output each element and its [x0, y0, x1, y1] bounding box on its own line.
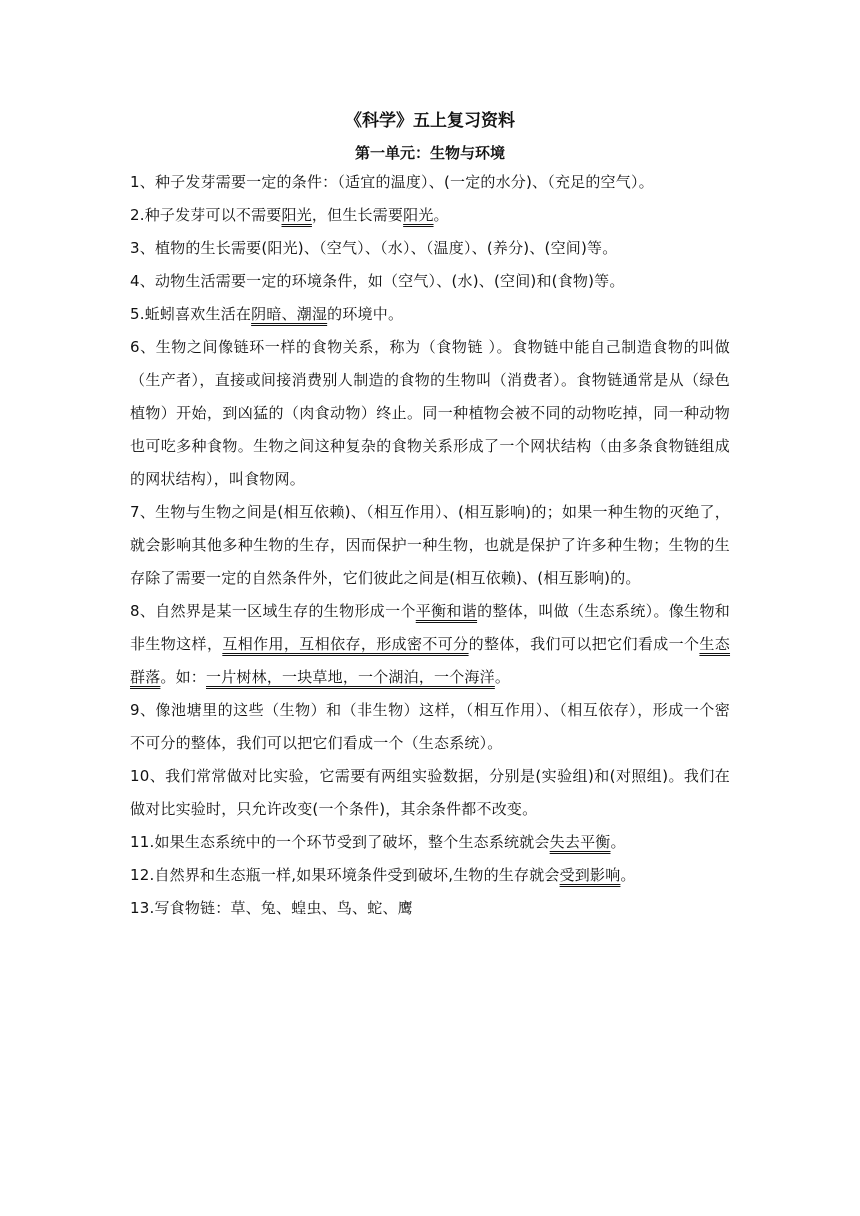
underlined-text: 失去平衡 [549, 833, 611, 851]
paragraph-text: 13.写食物链：草、兔、蝗虫、鸟、蛇、鹰 [130, 899, 413, 917]
paragraph-item [130, 265, 730, 298]
underlined-text: 一片树林，一块草地，一个湖泊，一个海洋 [206, 668, 495, 686]
paragraph-text: 3、植物的生长需要(阳光)、（空气）、（水）、（温度）、(养分)、(空间)等。 [130, 239, 618, 257]
document-body [130, 166, 730, 925]
paragraph-item [130, 199, 730, 232]
underlined-text: 阴暗、潮湿 [251, 305, 328, 323]
underlined-text: 平衡和谐 [415, 602, 478, 620]
paragraph-text: 6、生物之间像链环一样的食物关系，称为（食物链 ）。食物链中能自己制造食物的叫做（生产者），直接或间接消费别人制造的食物的生物叫（消费者）。食物链通常是从（绿色植物）开始，到凶猛的（肉食动物）终止。同一种植物会被不同的动物吃掉，同一种动物也可吃多种食物。生物之间这种复杂的食物关系形成了一个网状结构（由多条食物链组成的网状结构），叫食物网。 [130, 338, 730, 488]
document-title: 《科学》五上复习资料 [345, 111, 515, 131]
paragraph-text: 。 [433, 206, 449, 224]
paragraph-text: 4、动物生活需要一定的环境条件，如（空气）、(水)、(空间)和(食物)等。 [130, 272, 625, 290]
paragraph-item [130, 232, 730, 265]
paragraph-text: 的环境中。 [327, 305, 404, 323]
paragraph-text: 。 [610, 833, 626, 851]
paragraph-item [130, 496, 730, 595]
paragraph-text: 9、像池塘里的这些（生物）和（非生物）这样，（相互作用）、（相互依存），形成一个密不可分的整体，我们可以把它们看成一个（生态系统）。 [130, 701, 730, 752]
paragraph-text: 11.如果生态系统中的一个环节受到了破坏，整个生态系统就会 [130, 833, 550, 851]
underlined-text: 互相作用，互相依存，形成密不可分 [222, 635, 469, 653]
underlined-text: 生态群落 [130, 635, 731, 686]
paragraph-item [130, 694, 730, 760]
underlined-text: 阳光 [281, 206, 312, 224]
underlined-text: 阳光 [403, 206, 434, 224]
paragraph-text: 的整体，我们可以把它们看成一个 [468, 635, 700, 653]
paragraph-text: 。 [620, 866, 636, 884]
paragraph-item [130, 826, 730, 859]
paragraph-text: 。 [494, 668, 511, 686]
document-page [130, 108, 730, 925]
paragraph-item [130, 859, 730, 892]
paragraph-item [130, 298, 730, 331]
paragraph-text: 2.种子发芽可以不需要 [130, 206, 282, 224]
paragraph-item [130, 331, 730, 496]
paragraph-text: 12.自然界和生态瓶一样,如果环境条件受到破坏,生物的生存就会 [130, 866, 560, 884]
paragraph-item [130, 166, 730, 199]
paragraph-text: ，但生长需要 [311, 206, 404, 224]
unit-title: 第一单元：生物与环境 [354, 144, 505, 162]
paragraph-item [130, 595, 730, 694]
paragraph-text: 1、种子发芽需要一定的条件：（适宜的温度）、(一定的水分)、（充足的空气）。 [130, 173, 654, 191]
paragraph-text: 10、我们常常做对比实验，它需要有两组实验数据，分别是(实验组)和(对照组)。我们在做对比实验时，只允许改变(一个条件)，其余条件都不改变。 [130, 767, 730, 818]
paragraph-item [130, 760, 730, 826]
paragraph-text: 的整体，叫做（生态系统）。像生物和非生物这样， [130, 602, 730, 653]
underlined-text: 受到影响 [559, 866, 621, 884]
paragraph-text: 。如： [160, 668, 207, 686]
paragraph-item [130, 892, 730, 925]
paragraph-text: 5.蚯蚓喜欢生活在 [130, 305, 252, 323]
paragraph-text: 8、自然界是某一区域生存的生物形成一个 [130, 602, 416, 620]
paragraph-text: 7、生物与生物之间是(相互依赖)、（相互作用）、(相互影响)的；如果一种生物的灭绝了，就会影响其他多种生物的生存，因而保护一种生物，也就是保护了许多种生物；生物的生存除了需要一定的自然条件外，它们彼此之间是(相互依赖)、(相互影响)的。 [130, 503, 730, 587]
